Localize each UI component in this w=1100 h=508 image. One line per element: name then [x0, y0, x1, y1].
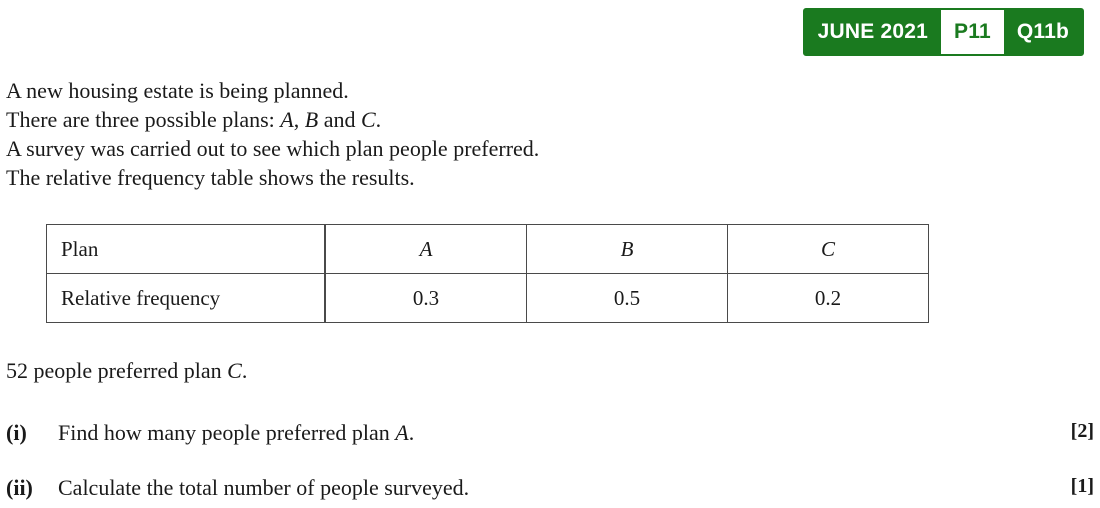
preferred-plan: C: [227, 358, 242, 383]
stem-plan-b: B: [304, 107, 319, 132]
question-part-ii: [6, 475, 1094, 501]
row-header-plan: Plan: [47, 225, 326, 274]
cell-plan-a: A: [325, 225, 527, 274]
preferred-pre: 52 people preferred plan: [6, 358, 228, 383]
stem-line-2-pre: There are three possible plans:: [6, 107, 281, 132]
part-i-marks: [2]: [1070, 420, 1094, 442]
cell-plan-b: B: [527, 225, 728, 274]
stem-line-2-mid1: ,: [293, 107, 305, 132]
part-ii-marks: [1]: [1070, 475, 1094, 497]
preferred-end: .: [241, 358, 248, 383]
part-i-text: [58, 420, 414, 446]
stem-line-4: The relative frequency table shows the results.: [6, 165, 415, 190]
part-ii-number: (ii): [6, 475, 33, 500]
table-row: [47, 274, 929, 323]
cell-plan-c: C: [728, 225, 929, 274]
part-i-plan: A: [395, 420, 409, 445]
cell-frequency-a: 0.3: [325, 274, 527, 323]
part-i-text-pre: Find how many people preferred plan: [58, 420, 396, 445]
stem-plan-c: C: [360, 107, 376, 132]
part-i-text-end: .: [408, 420, 415, 445]
badge-paper: P11: [941, 10, 1004, 54]
part-ii-text: [58, 475, 469, 501]
table-row: [47, 225, 929, 274]
stem-line-2: [6, 105, 539, 134]
badge-question: Q11b: [1004, 10, 1082, 54]
cell-frequency-b: 0.5: [527, 274, 728, 323]
stem-line-2-mid2: and: [318, 107, 361, 132]
stem-line-1: A new housing estate is being planned.: [6, 78, 349, 103]
exam-reference-badge: [803, 8, 1084, 56]
part-i-number: (i): [6, 420, 27, 445]
question-part-i: [6, 420, 1094, 446]
stem-plan-a: A: [280, 107, 294, 132]
stem-line-3: A survey was carried out to see which plan people preferred.: [6, 136, 540, 161]
preferred-statement: [6, 358, 247, 384]
relative-frequency-table: [46, 224, 929, 323]
question-stem: [6, 76, 539, 192]
row-header-relative-frequency: Relative frequency: [47, 274, 326, 323]
cell-frequency-c: 0.2: [728, 274, 929, 323]
badge-session: JUNE 2021: [805, 10, 941, 54]
stem-line-2-end: .: [375, 107, 382, 132]
part-ii-text-pre: Calculate the total number of people surveyed.: [58, 475, 470, 500]
